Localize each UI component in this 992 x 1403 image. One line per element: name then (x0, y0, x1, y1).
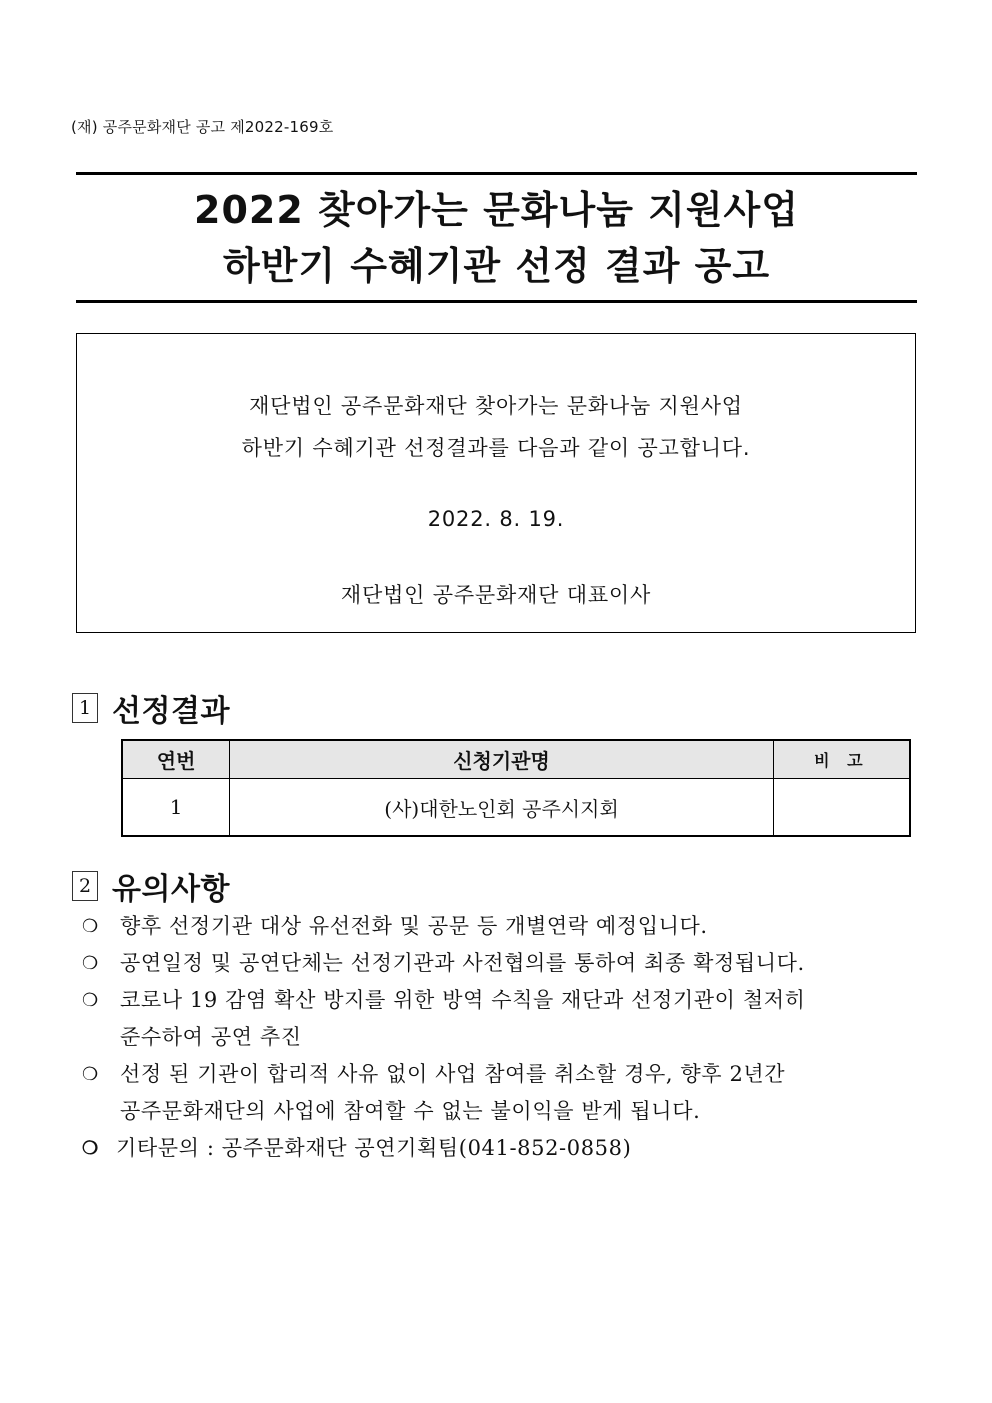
cell-institution: (사)대한노인회 공주시지회 (230, 779, 774, 837)
column-header-remarks: 비 고 (773, 740, 910, 779)
circle-bullet-icon: ❍ (82, 990, 99, 1011)
announcement-box (76, 333, 916, 633)
list-item (82, 945, 922, 982)
note-text: 향후 선정기관 대상 유선전화 및 공문 등 개별연락 예정입니다. (120, 914, 708, 938)
contact-item (82, 1130, 922, 1167)
note-text: 코로나 19 감염 확산 방지를 위한 방역 수칙을 재단과 선정기관이 철저히 (120, 988, 806, 1012)
note-text: 공연일정 및 공연단체는 선정기관과 사전협의를 통하여 최종 확정됩니다. (120, 951, 805, 975)
section1-number: 1 (72, 693, 98, 723)
column-header-number: 연번 (122, 740, 230, 779)
section2-heading (72, 864, 230, 908)
circle-bullet-icon: ❍ (82, 953, 99, 974)
cell-remarks (773, 779, 910, 837)
column-header-institution: 신청기관명 (230, 740, 774, 779)
announcement-signature: 재단법인 공주문화재단 대표이사 (340, 583, 652, 607)
table-header-row (122, 740, 910, 779)
section1-heading (72, 686, 230, 730)
announcement-date: 2022. 8. 19. (427, 507, 565, 531)
section1-title: 선정결과 (112, 694, 230, 729)
note-text: 공주문화재단의 사업에 참여할 수 없는 불이익을 받게 됩니다. (120, 1099, 701, 1123)
notice-number: (재) 공주문화재단 공고 제2022-169호 (71, 118, 334, 136)
list-item-continuation (82, 1093, 922, 1130)
list-item (82, 982, 922, 1019)
page-title-line2: 하반기 수혜기관 선정 결과 공고 (222, 244, 771, 288)
title-bottom-rule (76, 300, 917, 303)
note-text: 준수하여 공연 추진 (120, 1025, 302, 1049)
announcement-line1: 재단법인 공주문화재단 찾아가는 문화나눔 지원사업 (249, 394, 743, 418)
circle-bullet-icon: ❍ (82, 1064, 99, 1085)
result-table (121, 739, 911, 837)
section2-number: 2 (72, 871, 98, 901)
notes-list (82, 908, 922, 1167)
contact-text: 기타문의 : 공주문화재단 공연기획팀(041-852-0858) (116, 1136, 632, 1160)
table-row (122, 779, 910, 837)
list-item (82, 908, 922, 945)
page-title-line1: 2022 찾아가는 문화나눔 지원사업 (194, 188, 799, 232)
cell-number: 1 (122, 779, 230, 837)
title-top-rule (76, 172, 917, 175)
list-item-continuation (82, 1019, 922, 1056)
circle-bullet-icon: ❍ (82, 1138, 99, 1159)
list-item (82, 1056, 922, 1093)
announcement-line2: 하반기 수혜기관 선정결과를 다음과 같이 공고합니다. (241, 436, 751, 460)
section2-title: 유의사항 (112, 872, 230, 907)
note-text: 선정 된 기관이 합리적 사유 없이 사업 참여를 취소할 경우, 향후 2년간 (120, 1062, 786, 1086)
circle-bullet-icon: ❍ (82, 916, 99, 937)
